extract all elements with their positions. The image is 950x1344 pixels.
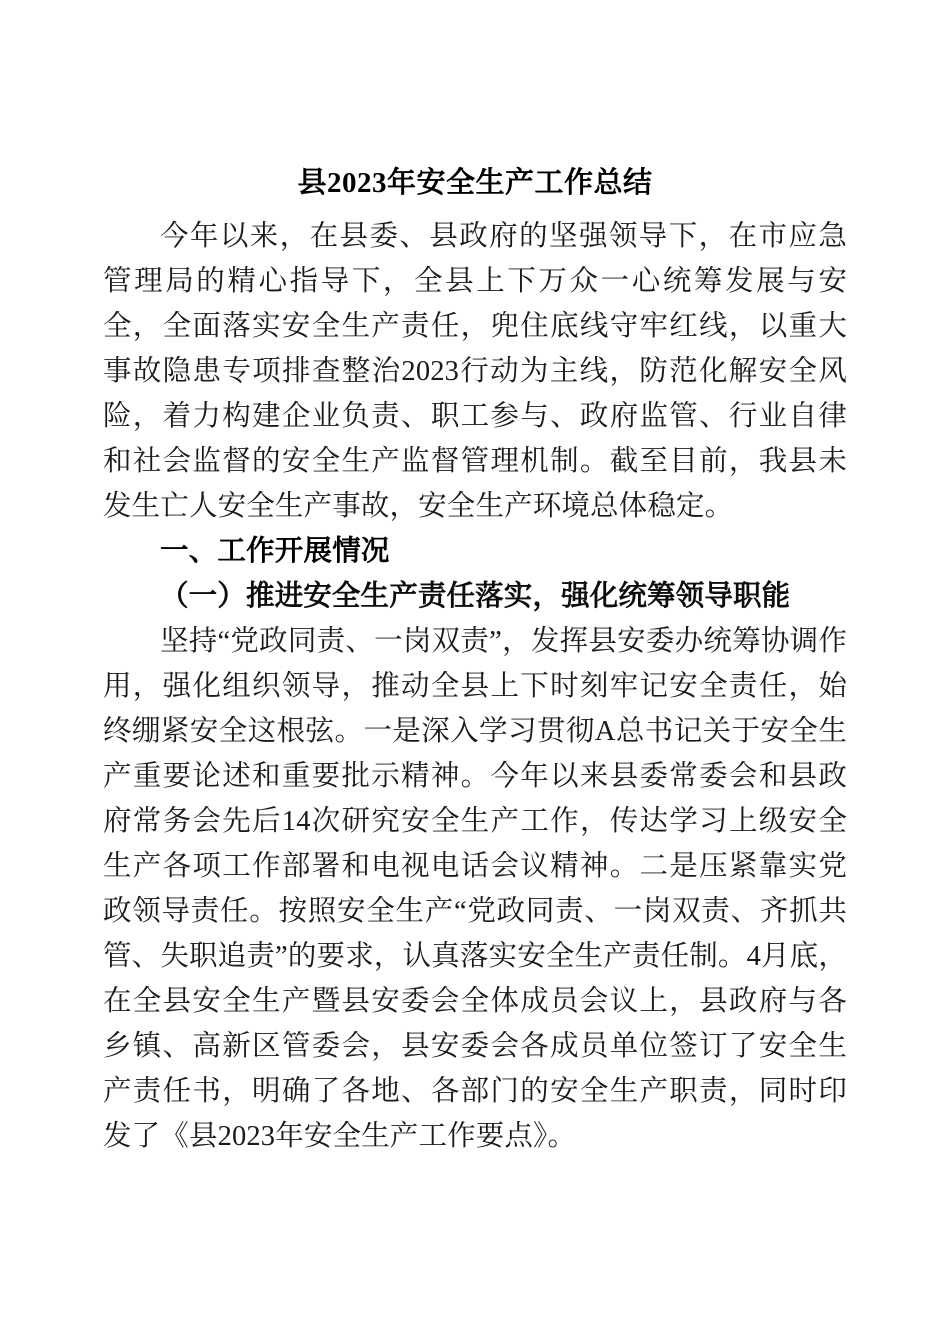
body-paragraph-responsibility: 坚持“党政同责、一岗双责”，发挥县安委办统筹协调作用，强化组织领导，推动全县上下时刻牢记安全责任，始终绷紧安全这根弦。一是深入学习贯彻A总书记关于安全生产重要论述和重要批示精神。今年以来县委常委会和县政府常务会先后14次研究安全生产工作，传达学习上级安全生产各项工作部署和电视电话会议精神。二是压紧靠实党政领导责任。按照安全生产“党政同责、一岗双责、齐抓共管、失职追责”的要求，认真落实安全生产责任制。4月底，在全县安全生产暨县安委会全体成员会议上，县政府与各乡镇、高新区管委会，县安委会各成员单位签订了安全生产责任书，明确了各地、各部门的安全生产职责，同时印发了《县2023年安全生产工作要点》。 <box>103 626 847 1152</box>
intro-paragraph: 今年以来，在县委、县政府的坚强领导下，在市应急管理局的精心指导下，全县上下万众一心统筹发展与安全，全面落实安全生产责任，兜住底线守牢红线，以重大事故隐患专项排查整治2023行动为主线，防范化解安全风险，着力构建企业负责、职工参与、政府监管、行业自律和社会监督的安全生产监督管理机制。截至目前，我县未发生亡人安全生产事故，安全生产环境总体稳定。 <box>103 221 847 522</box>
document-body <box>103 160 847 1159</box>
section-heading-work-progress: 一、工作开展情况 <box>160 535 390 567</box>
page-title: 县2023年安全生产工作总结 <box>297 167 653 199</box>
subheading-responsibility-implementation: （一）推进安全生产责任落实，强化统筹领导职能 <box>160 581 791 612</box>
